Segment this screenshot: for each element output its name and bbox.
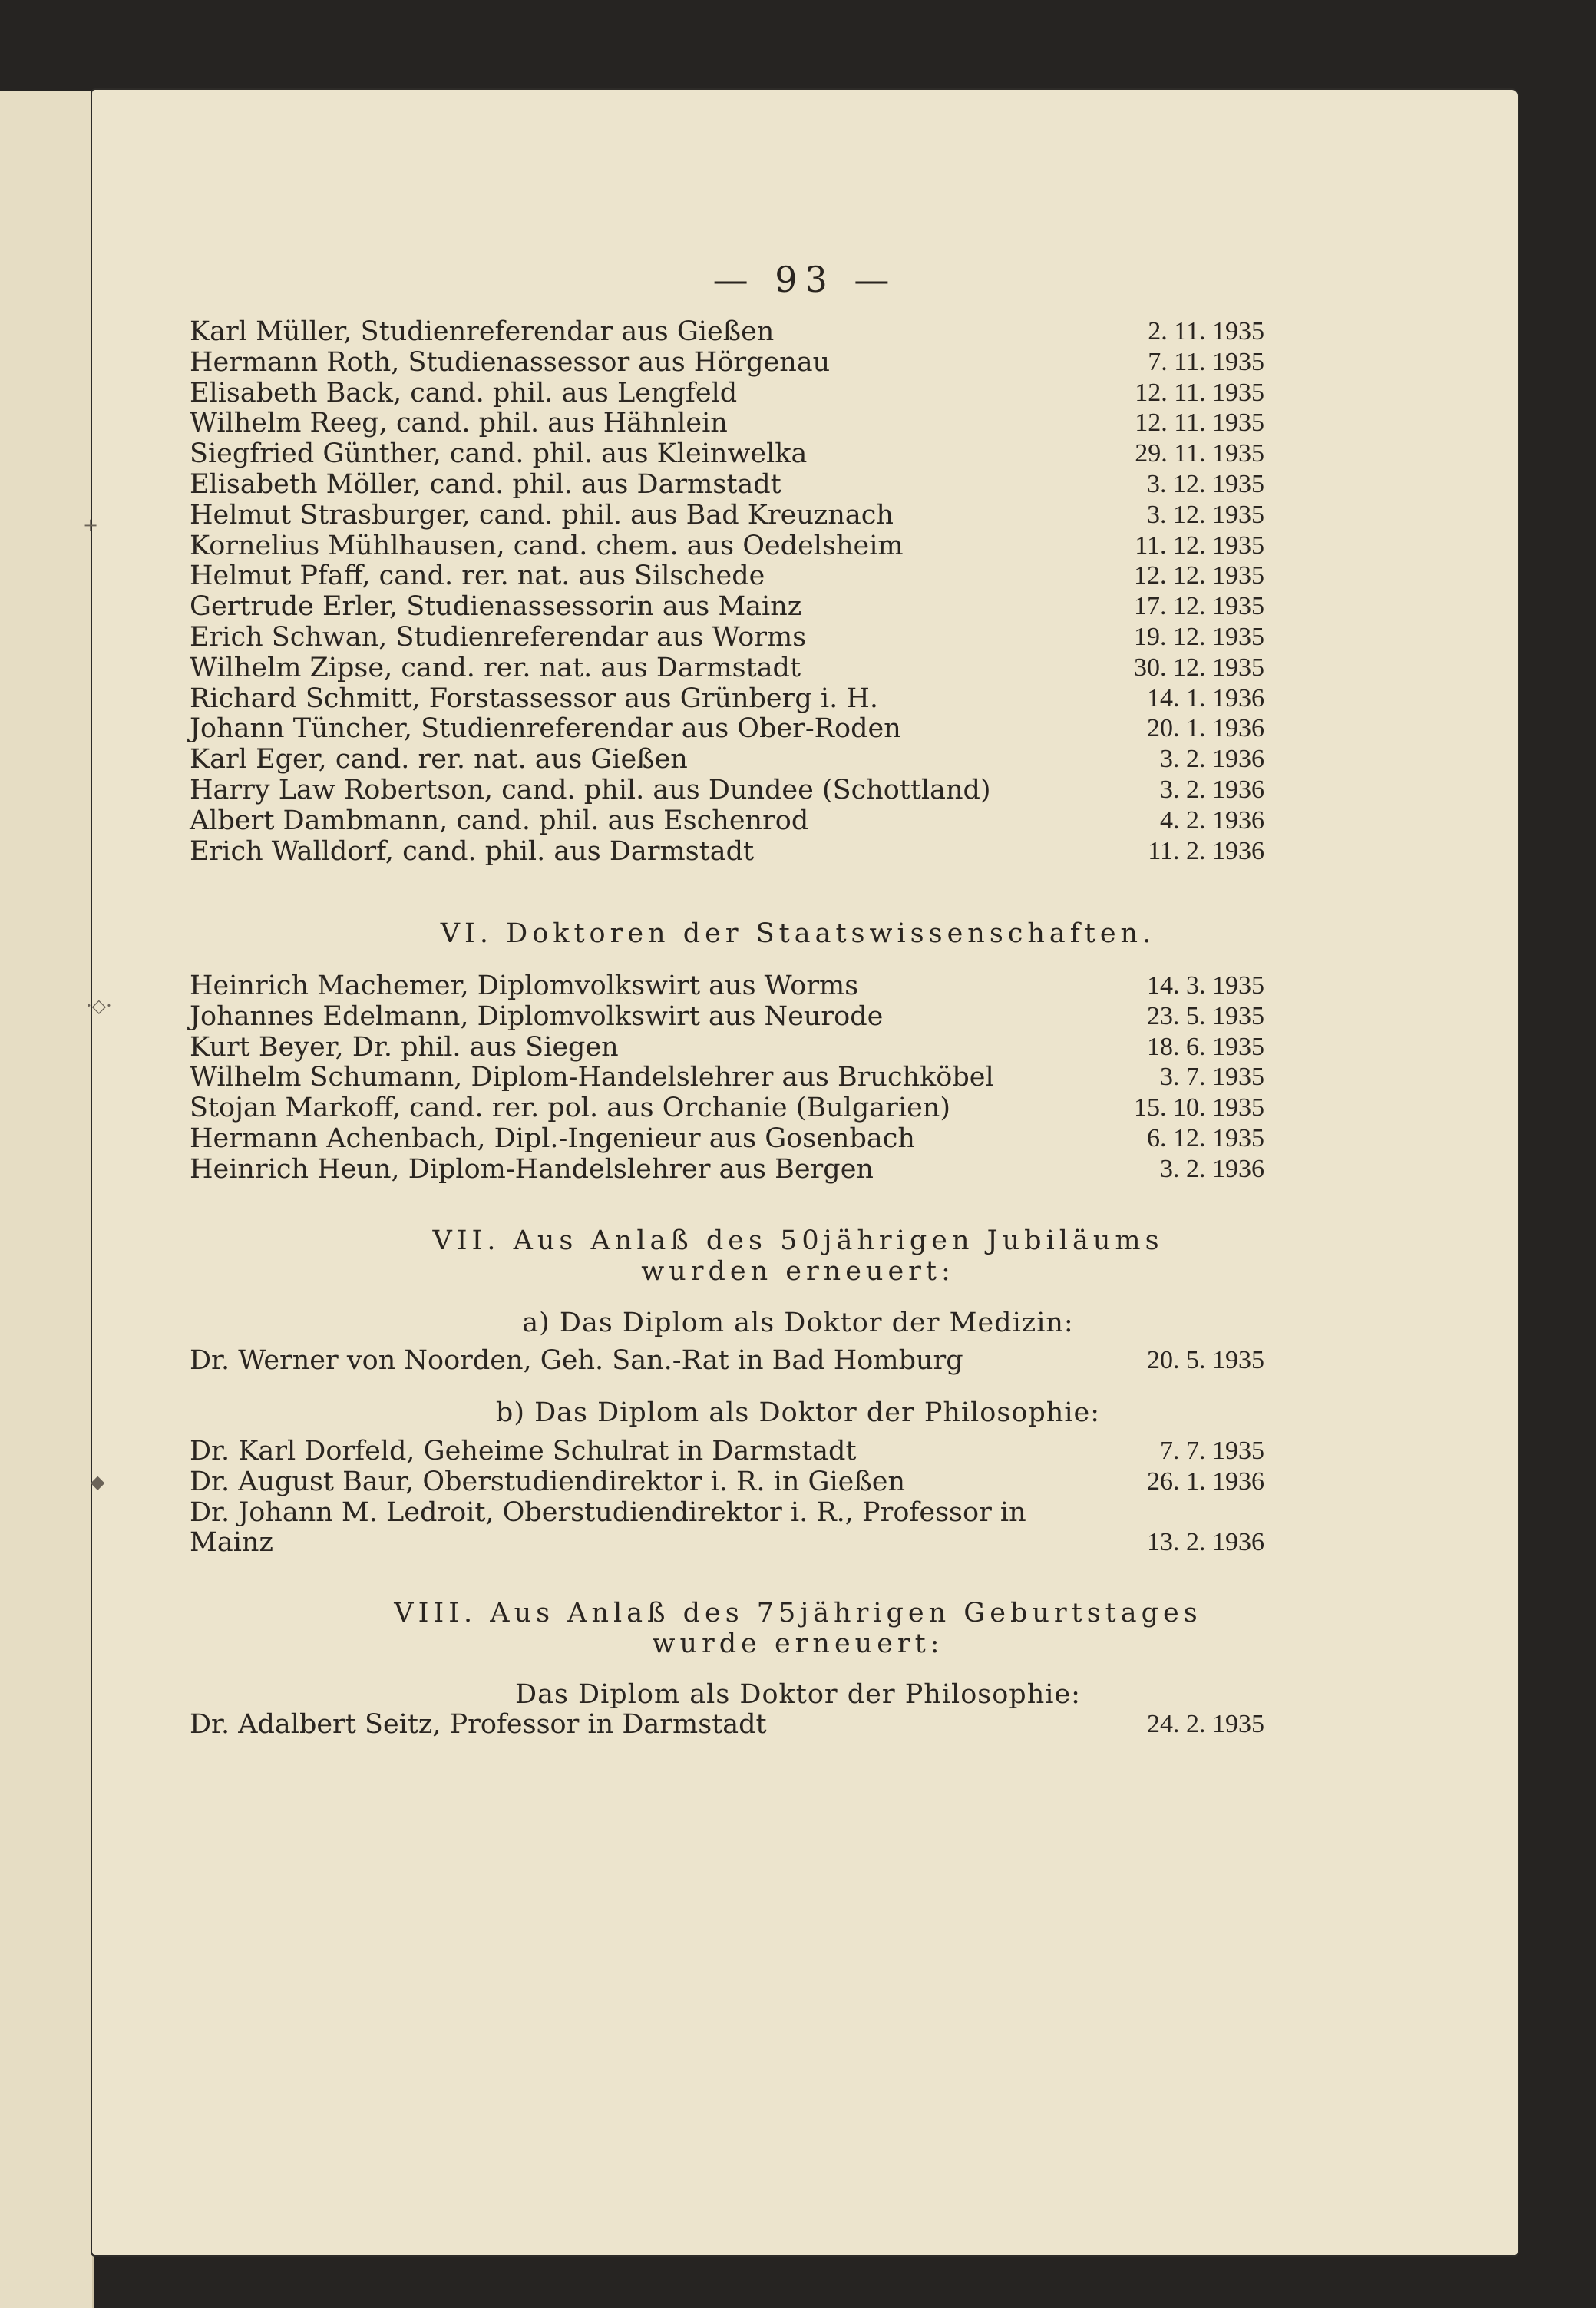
entry-row (190, 531, 1264, 561)
entry-name: Siegfried Günther, cand. phil. aus Kleinwelka (190, 438, 808, 470)
entry-name: Johann Tüncher, Studienreferendar aus Ober-Roden (190, 713, 901, 745)
entry-row (190, 805, 1264, 836)
entry-row (190, 744, 1264, 775)
entry-name: Kornelius Mühlhausen, cand. chem. aus Oedelsheim (190, 530, 904, 561)
entry-row (190, 408, 1264, 438)
entry-row (190, 836, 1264, 867)
entry-date: 3. 12. 1935 (1147, 500, 1264, 529)
page-number: — 93 — (712, 259, 897, 300)
entry-date: 20. 1. 1936 (1147, 714, 1264, 743)
entry-date: 3. 2. 1936 (1160, 1154, 1264, 1183)
entry-date: 19. 12. 1935 (1134, 623, 1264, 651)
section7a-label: a) Das Diplom als Doktor der Medizin: (522, 1308, 1074, 1338)
entry-name: Dr. Johann M. Ledroit, Oberstudiendirektor i. R., Professor in (190, 1496, 1026, 1528)
left-page-edge (0, 91, 94, 2308)
entry-name: Kurt Beyer, Dr. phil. aus Siegen (190, 1031, 619, 1063)
entry-date: 12. 11. 1935 (1135, 408, 1264, 438)
entry-row (190, 1032, 1264, 1063)
entry-name: Wilhelm Reeg, cand. phil. aus Hähnlein (190, 408, 728, 439)
entry-name: Wilhelm Zipse, cand. rer. nat. aus Darmstadt (190, 652, 801, 683)
entry-name: Gertrude Erler, Studienassessorin aus Mainz (190, 591, 802, 623)
entry-name: Johannes Edelmann, Diplomvolkswirt aus Neurode (190, 1000, 884, 1032)
entry-row (190, 1345, 1264, 1376)
entry-date: 12. 12. 1935 (1134, 561, 1264, 590)
entry-date: 4. 2. 1936 (1160, 805, 1264, 835)
entry-date: 23. 5. 1935 (1147, 1001, 1264, 1030)
entry-row (190, 683, 1264, 714)
entry-date: 15. 10. 1935 (1134, 1093, 1264, 1123)
entry-date: 12. 11. 1935 (1135, 378, 1264, 407)
entry-row (190, 1001, 1264, 1032)
section7b-label: b) Das Diplom als Doktor der Philosophie: (495, 1397, 1101, 1428)
entry-row (190, 1436, 1264, 1466)
section8-heading-line2: wurde erneuert: (652, 1628, 944, 1659)
entry-name: Elisabeth Möller, cand. phil. aus Darmstadt (190, 469, 781, 500)
entry-row (190, 775, 1264, 805)
entry-name: Heinrich Heun, Diplom-Handelslehrer aus Bergen (190, 1153, 874, 1185)
entry-date: 13. 2. 1936 (1147, 1528, 1264, 1557)
entry-row (190, 347, 1264, 378)
entry-name: Helmut Pfaff, cand. rer. nat. aus Silschede (190, 560, 765, 592)
margin-mark: + (83, 514, 99, 536)
section8-heading-line1: VIII. Aus Anlaß des 75jährigen Geburtstages (394, 1598, 1202, 1628)
entry-row (190, 1709, 1264, 1740)
entry-row (190, 438, 1264, 469)
entry-row (190, 316, 1264, 347)
entry-date: 3. 2. 1936 (1160, 745, 1264, 774)
entry-row (190, 1154, 1264, 1185)
entry-name: Mainz (190, 1527, 273, 1559)
entry-row (190, 1123, 1264, 1154)
entry-date: 11. 2. 1936 (1148, 836, 1264, 865)
entry-name: Albert Dambmann, cand. phil. aus Eschenrod (190, 805, 809, 836)
entry-row (190, 378, 1264, 408)
entry-date: 26. 1. 1936 (1147, 1466, 1264, 1496)
entry-name: Karl Eger, cand. rer. nat. aus Gießen (190, 744, 688, 775)
margin-mark: ◆ (91, 1471, 105, 1493)
entry-row (190, 653, 1264, 683)
entry-name: Richard Schmitt, Forstassessor aus Grünberg i. H. (190, 683, 878, 714)
entry-name: Dr. August Baur, Oberstudiendirektor i. R. in Gießen (190, 1466, 905, 1497)
entry-row (190, 469, 1264, 500)
entry-name: Wilhelm Schumann, Diplom-Handelslehrer aus Bruchköbel (190, 1062, 994, 1093)
entry-date: 3. 7. 1935 (1160, 1063, 1264, 1092)
entry-name: Harry Law Robertson, cand. phil. aus Dundee (Schottland) (190, 775, 991, 805)
entry-name: Elisabeth Back, cand. phil. aus Lengfeld (190, 377, 738, 408)
entry-name: Stojan Markoff, cand. rer. pol. aus Orchanie (Bulgarien) (190, 1093, 950, 1124)
entry-date: 7. 7. 1935 (1160, 1437, 1264, 1465)
margin-mark: ·◇· (86, 995, 112, 1017)
entry-date: 2. 11. 1935 (1148, 317, 1264, 346)
entry-date: 30. 12. 1935 (1134, 653, 1264, 682)
entry-date: 6. 12. 1935 (1147, 1124, 1264, 1152)
entry-date: 3. 12. 1935 (1147, 470, 1264, 498)
entry-date: 11. 12. 1935 (1135, 531, 1264, 560)
entry-row (190, 970, 1264, 1001)
section6-heading: VI. Doktoren der Staatswissenschaften. (440, 918, 1156, 949)
entry-name: Hermann Roth, Studienassessor aus Hörgenau (190, 346, 831, 378)
entry-name: Erich Walldorf, cand. phil. aus Darmstadt (190, 835, 755, 867)
section8-label: Das Diplom als Doktor der Philosophie: (515, 1679, 1081, 1710)
entry-date: 18. 6. 1935 (1147, 1032, 1264, 1061)
entry-row (190, 1093, 1264, 1123)
entry-date: 17. 12. 1935 (1134, 592, 1264, 621)
entry-row (190, 713, 1264, 744)
entry-row (190, 591, 1264, 622)
entry-date: 29. 11. 1935 (1135, 439, 1264, 468)
entry-date: 7. 11. 1935 (1148, 347, 1264, 376)
section7-heading-line1: VII. Aus Anlaß des 50jährigen Jubiläums (432, 1225, 1164, 1256)
entry-date: 3. 2. 1936 (1160, 775, 1264, 804)
entry-date: 14. 3. 1935 (1147, 971, 1264, 1000)
section7-heading-line2: wurden erneuert: (641, 1256, 955, 1287)
entry-row (190, 560, 1264, 591)
entry-row (190, 1062, 1264, 1093)
entry-name: Heinrich Machemer, Diplomvolkswirt aus Worms (190, 970, 859, 1001)
entry-name: Dr. Werner von Noorden, Geh. San.-Rat in Bad Homburg (190, 1345, 963, 1376)
entry-name: Karl Müller, Studienreferendar aus Gießen (190, 316, 775, 347)
entry-row (190, 1527, 1264, 1558)
entry-row (190, 500, 1264, 531)
entry-row (190, 1497, 1264, 1528)
entry-row (190, 1466, 1264, 1497)
entry-name: Erich Schwan, Studienreferendar aus Worms (190, 622, 807, 653)
entry-name: Helmut Strasburger, cand. phil. aus Bad Kreuznach (190, 499, 894, 531)
entry-date: 20. 5. 1935 (1147, 1346, 1264, 1374)
entry-name: Hermann Achenbach, Dipl.-Ingenieur aus Gosenbach (190, 1123, 915, 1154)
entry-date: 14. 1. 1936 (1147, 683, 1264, 713)
entry-name: Dr. Karl Dorfeld, Geheime Schulrat in Darmstadt (190, 1436, 857, 1466)
entry-row (190, 622, 1264, 653)
entry-name: Dr. Adalbert Seitz, Professor in Darmstadt (190, 1709, 767, 1740)
entry-date: 24. 2. 1935 (1147, 1710, 1264, 1738)
